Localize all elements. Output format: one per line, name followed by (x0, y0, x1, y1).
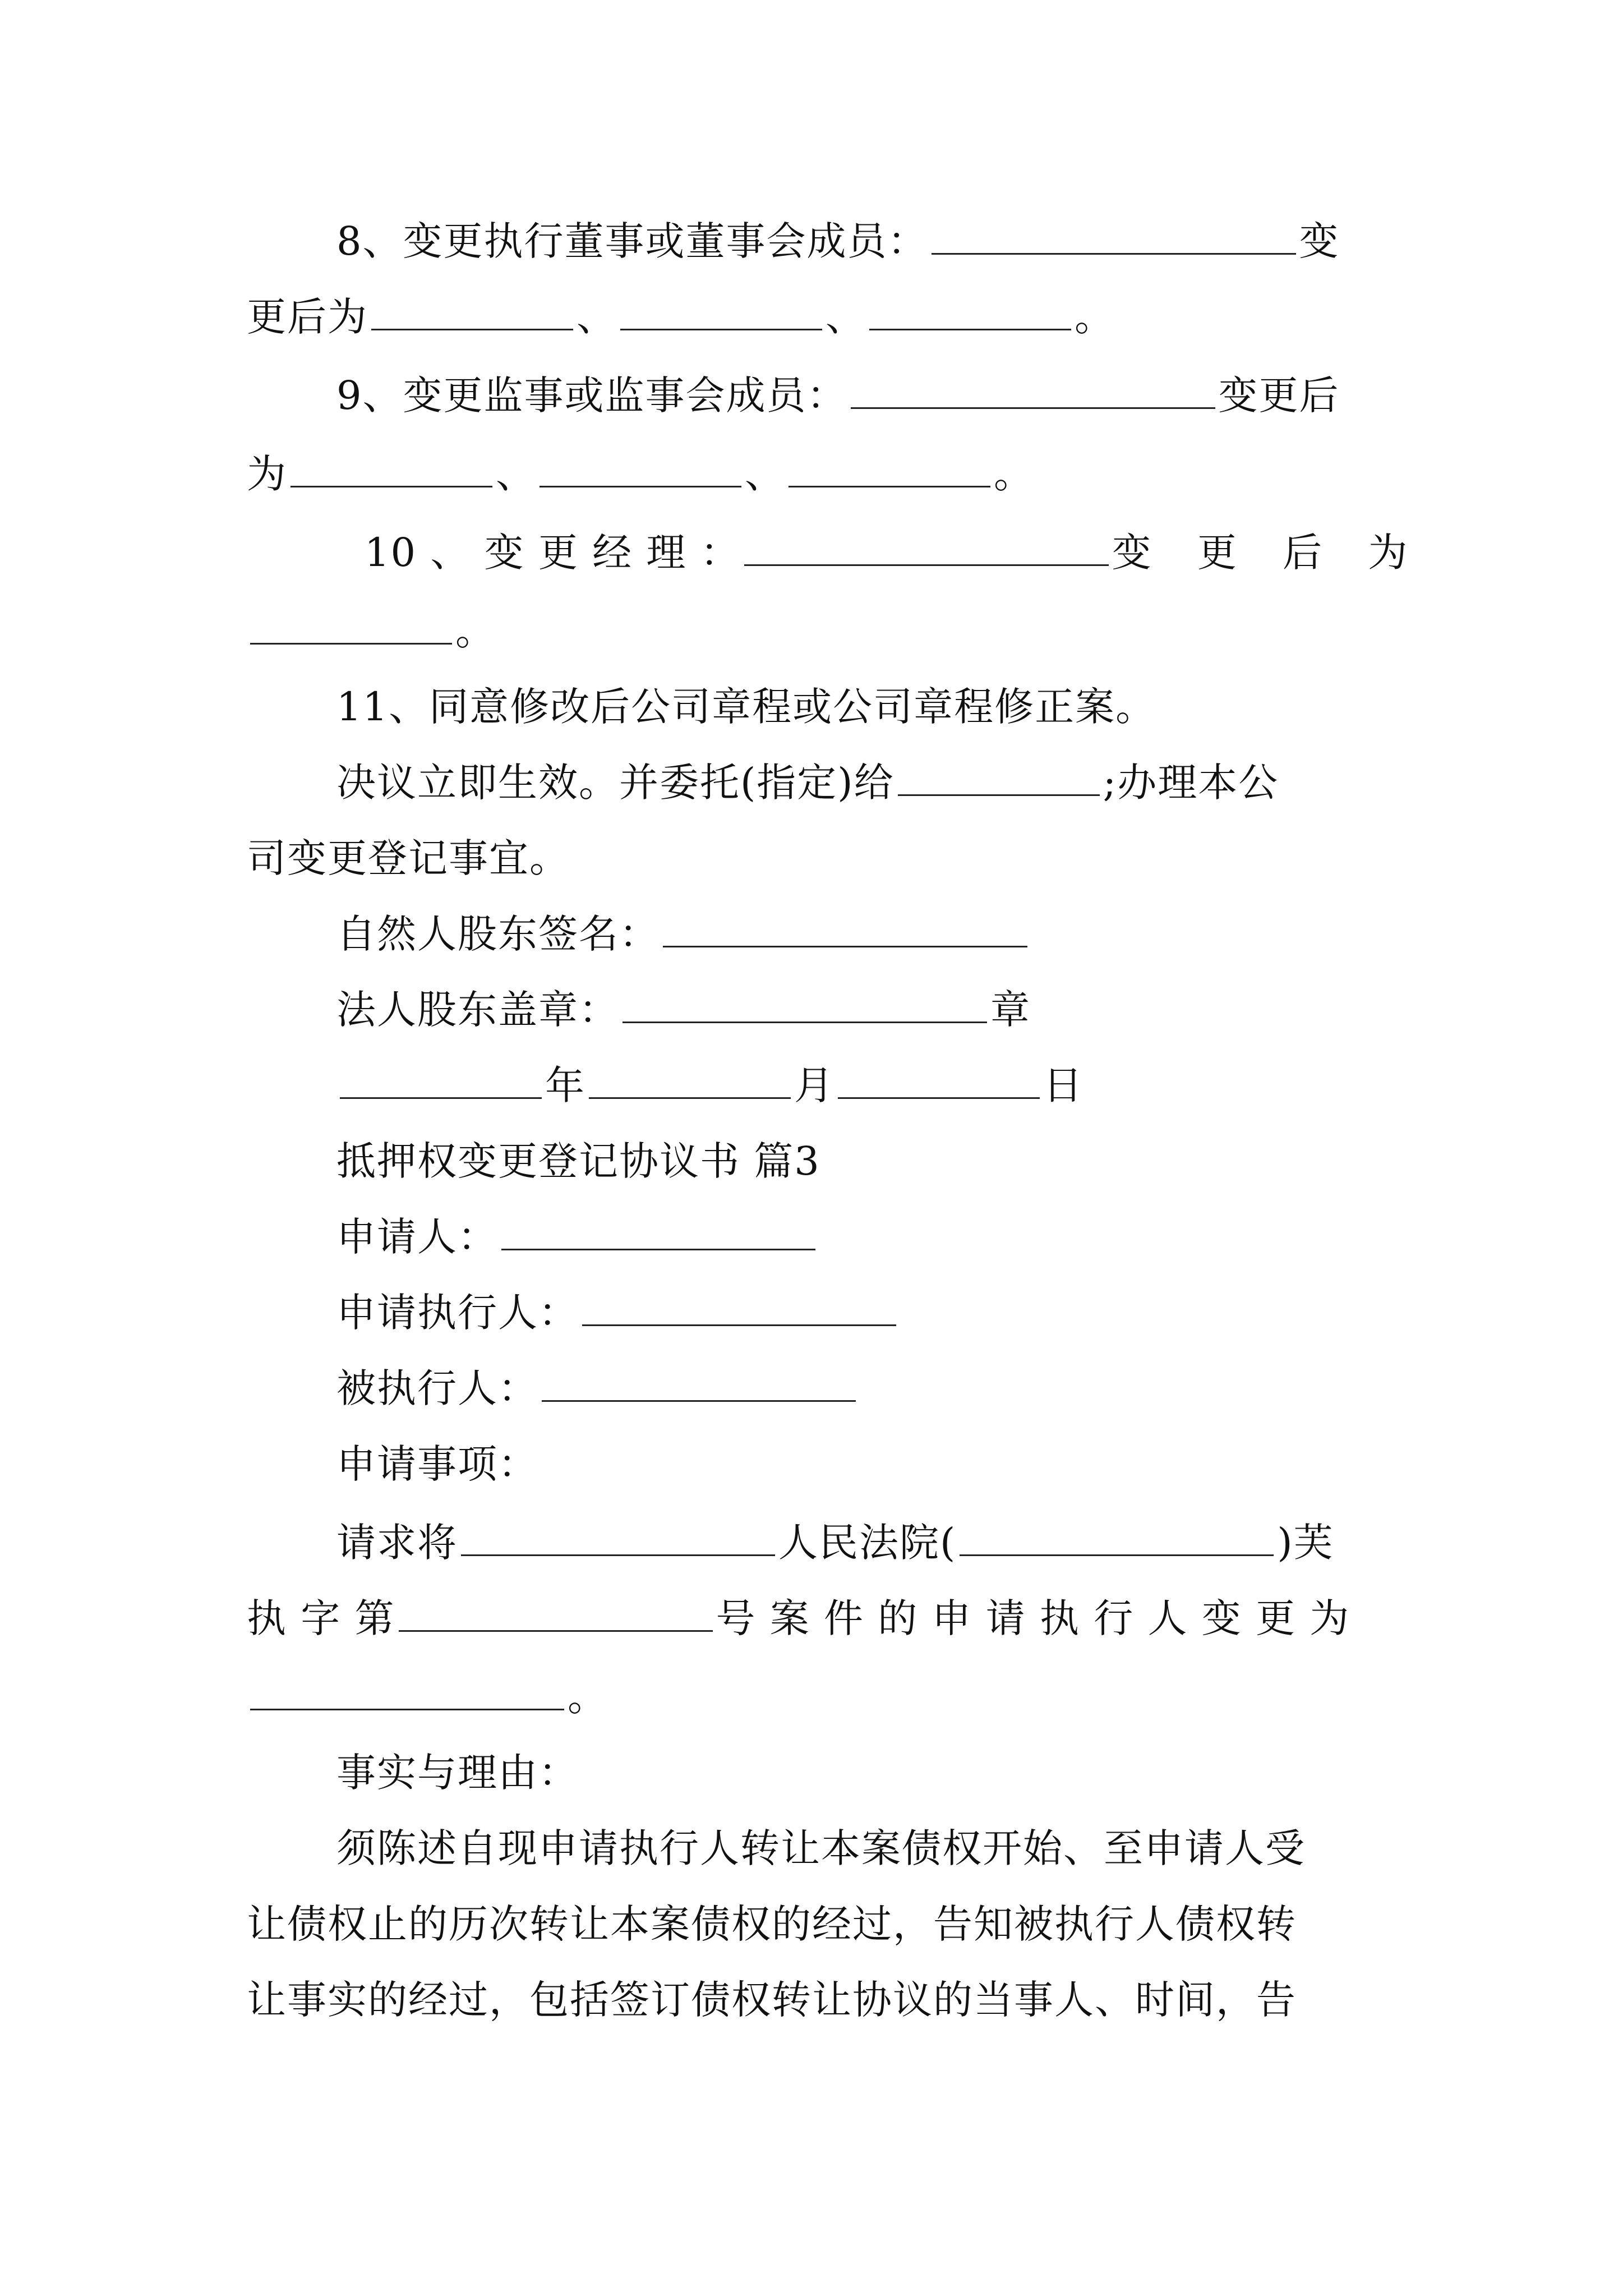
case-code-label: )芙 (1277, 1520, 1334, 1566)
item-8-line-2 (247, 289, 1115, 345)
item-8-blank-2 (620, 289, 822, 330)
month-label: 月 (794, 1062, 834, 1108)
year-blank (340, 1058, 542, 1099)
facts-line-1: 须陈述自现申请执行人转让本案债权开始、至申请人受 (336, 1825, 1306, 1871)
applicant-blank (501, 1209, 815, 1250)
item-8-line2-prefix: 更后为 (247, 294, 368, 340)
respondent-blank (542, 1361, 856, 1402)
exec-applicant-label: 申请执行人： (336, 1290, 579, 1336)
month-blank (589, 1058, 791, 1099)
natural-person-signature-label: 自然人股东签名： (336, 911, 660, 957)
item-9-line-1 (336, 367, 1340, 424)
natural-person-signature-blank (663, 907, 1027, 947)
item-9-end: 。 (994, 451, 1034, 497)
applicant-line (336, 1209, 819, 1265)
court-blank (461, 1515, 775, 1556)
item-10-blank-after (250, 604, 452, 645)
item-9-sep-1: 、 (496, 451, 536, 497)
facts-line-2: 让债权止的历次转让本案债权的经过，告知被执行人债权转 (247, 1901, 1297, 1947)
item-8-tail: 变 (1299, 218, 1340, 264)
item-9-sep-2: 、 (745, 451, 785, 497)
respondent-label: 被执行人： (336, 1365, 538, 1411)
item-10-line-1 (365, 524, 1424, 581)
new-applicant-blank (250, 1669, 564, 1710)
resolution-prefix: 决议立即生效。并委托(指定)给 (336, 760, 895, 806)
item-10-label: 10 、 变 更 经 理 ： (365, 530, 741, 576)
item-10-tail: 变 更 后 为 (1112, 530, 1424, 576)
matters-heading: 申请事项： (336, 1441, 538, 1487)
case-number-prefix: 执 字 第 (247, 1595, 395, 1641)
item-10-line-2 (247, 603, 496, 659)
request-line-3 (247, 1669, 608, 1725)
resolution-line-2: 司变更登记事宜。 (247, 835, 570, 881)
item-8-blank-current (932, 214, 1296, 255)
section-3-title: 抵押权变更登记协议书 篇3 (336, 1138, 820, 1184)
item-11: 11、同意修改后公司章程或公司章程修正案。 (336, 684, 1156, 730)
item-9-label: 9、变更监事或监事会成员： (336, 372, 847, 418)
item-10-end: 。 (455, 608, 496, 654)
facts-heading: 事实与理由： (336, 1750, 579, 1796)
item-9-blank-2 (540, 447, 741, 487)
day-blank (838, 1058, 1040, 1099)
applicant-label: 申请人： (336, 1214, 498, 1260)
court-label: 人民法院( (778, 1520, 957, 1566)
exec-applicant-blank (582, 1285, 896, 1326)
item-9-line2-prefix: 为 (247, 451, 287, 497)
year-label: 年 (545, 1062, 585, 1108)
case-change-text: 号 案 件 的 申 请 执 行 人 变 更 为 (716, 1595, 1350, 1641)
item-8-line-1 (336, 213, 1340, 269)
request-prefix: 请求将 (336, 1520, 458, 1566)
case-number-blank (399, 1591, 713, 1632)
item-8-blank-3 (869, 289, 1071, 330)
request-end: 。 (568, 1674, 608, 1720)
resolution-blank-agent (898, 755, 1100, 796)
item-8-sep-1: 、 (577, 294, 617, 340)
item-10-blank-current (744, 525, 1109, 566)
request-line-2 (247, 1590, 1350, 1646)
legal-person-seal-suffix: 章 (990, 987, 1031, 1033)
item-9-blank-3 (789, 447, 990, 487)
case-year-blank (960, 1515, 1274, 1556)
item-9-line-2 (247, 446, 1034, 502)
facts-line-3: 让事实的经过，包括签订债权转让协议的当事人、时间，告 (247, 1977, 1297, 2023)
legal-person-seal-blank (623, 982, 987, 1023)
item-9-blank-1 (291, 447, 492, 487)
respondent-line (336, 1360, 859, 1416)
resolution-line-1 (336, 754, 1279, 811)
legal-person-seal-line (336, 982, 1031, 1038)
day-label: 日 (1043, 1062, 1083, 1108)
item-8-end: 。 (1075, 294, 1115, 340)
date-line (336, 1057, 1083, 1114)
item-8-label: 8、变更执行董事或董事会成员： (336, 218, 928, 264)
exec-applicant-line (336, 1285, 900, 1341)
request-line-1 (336, 1515, 1334, 1571)
item-8-blank-1 (371, 289, 573, 330)
item-8-sep-2: 、 (826, 294, 866, 340)
item-9-blank-current (851, 368, 1215, 409)
legal-person-seal-label: 法人股东盖章： (336, 987, 619, 1033)
resolution-suffix: ;办理本公 (1103, 760, 1279, 806)
natural-person-signature-line (336, 906, 1031, 962)
item-9-tail: 变更后 (1218, 372, 1340, 418)
